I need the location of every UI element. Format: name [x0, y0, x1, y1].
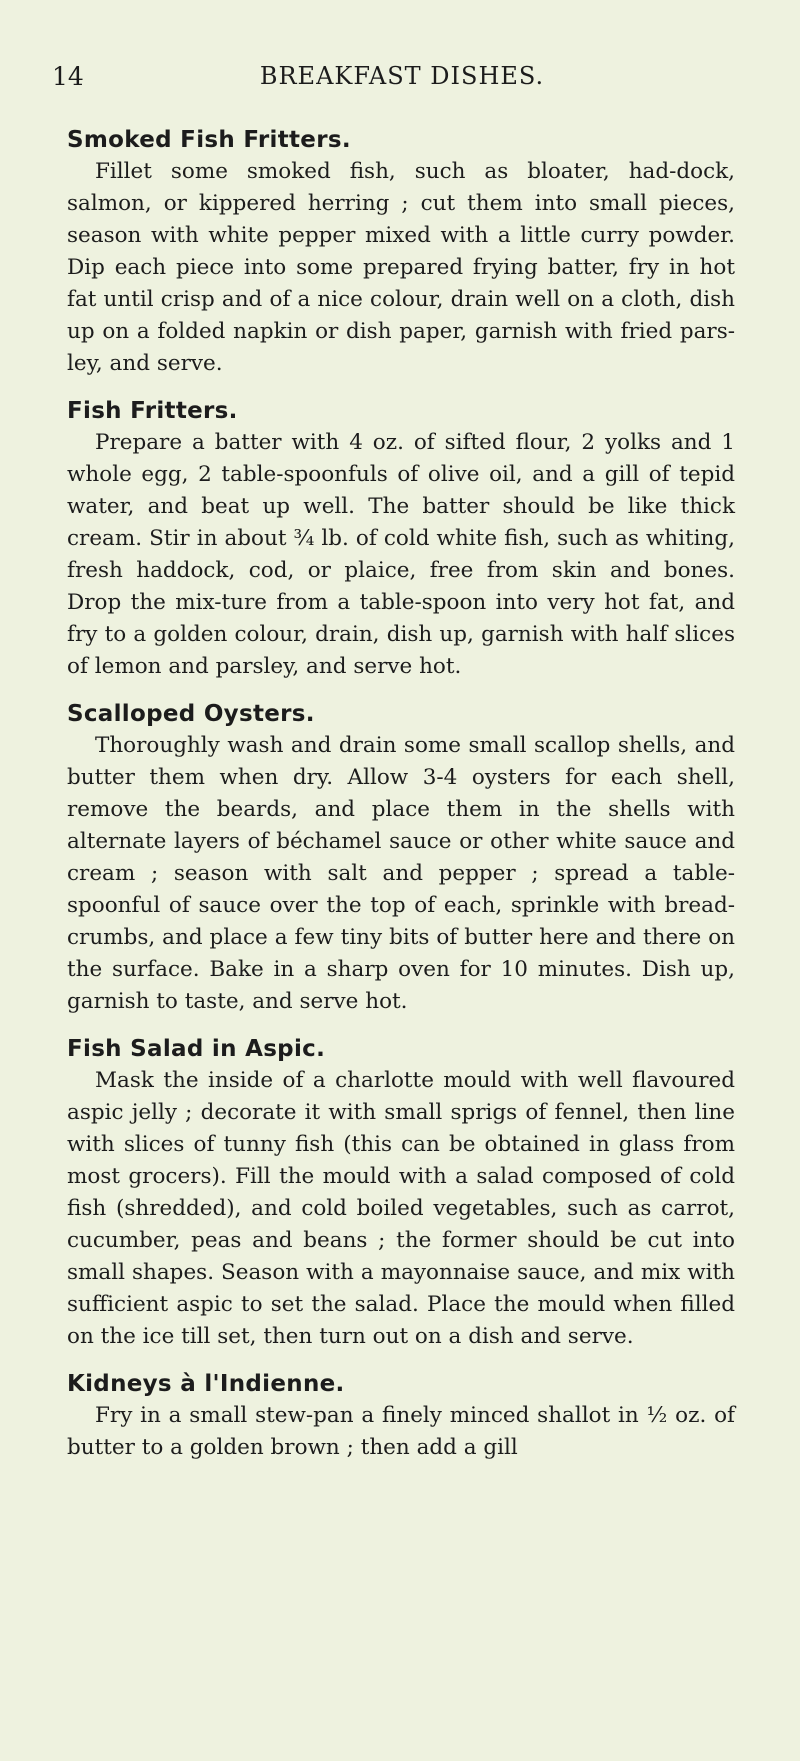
recipe-list	[67, 124, 735, 1479]
recipe-fish-salad-in-aspic	[67, 1033, 735, 1353]
recipe-fish-fritters	[67, 395, 735, 683]
recipe-smoked-fish-fritters	[67, 124, 735, 380]
running-head	[52, 62, 752, 94]
recipe-body: Prepare a batter with 4 oz. of sifted flour, 2 yolks and 1 whole egg, 2 table-spoonfuls of olive oil, and a gill of tepid water, and beat up well. The batter should be like thick cream. Stir in about ¾ lb. of cold white fish, such as whiting, fresh haddock, cod, or plaice, free from skin and bones. Drop the mix-ture from a table-spoon into very hot fat, and fry to a golden colour, drain, dish up, garnish with half slices of lemon and parsley, and serve hot.	[67, 430, 735, 679]
recipe-body: Fry in a small stew-pan a finely minced shallot in ½ oz. of butter to a golden brown ; then add a gill	[67, 1403, 735, 1460]
recipe-title: Fish Salad in Aspic.	[67, 1036, 326, 1062]
recipe-title: Fish Fritters.	[67, 398, 238, 424]
recipe-kidneys-a-lindienne	[67, 1368, 735, 1464]
recipe-title: Scalloped Oysters.	[67, 701, 315, 727]
recipe-title: Kidneys à l'Indienne.	[67, 1371, 345, 1397]
page-number: 14	[52, 62, 84, 91]
recipe-body: Thoroughly wash and drain some small scallop shells, and butter them when dry. Allow 3-4 oysters for each shell, remove the beards, and place them in the shells with alternate layers of béchamel sauce or other white sauce and cream ; season with salt and pepper ; spread a table-spoonful of sauce over the top of each, sprinkle with bread-crumbs, and place a few tiny bits of butter here and there on the surface. Bake in a sharp oven for 10 minutes. Dish up, garnish to taste, and serve hot.	[67, 733, 735, 1014]
recipe-scalloped-oysters	[67, 698, 735, 1018]
recipe-body: Fillet some smoked fish, such as bloater, had-dock, salmon, or kippered herring ; cut them into small pieces, season with white pepper mixed with a little curry powder. Dip each piece into some prepared frying batter, fry in hot fat until crisp and of a nice colour, drain well on a cloth, dish up on a folded napkin or dish paper, garnish with fried pars-ley, and serve.	[67, 159, 735, 376]
recipe-body: Mask the inside of a charlotte mould with well flavoured aspic jelly ; decorate it with small sprigs of fennel, then line with slices of tunny fish (this can be obtained in glass from most grocers). Fill the mould with a salad composed of cold fish (shredded), and cold boiled vegetables, such as carrot, cucumber, peas and beans ; the former should be cut into small shapes. Season with a mayonnaise sauce, and mix with sufficient aspic to set the salad. Place the mould when filled on the ice till set, then turn out on a dish and serve.	[67, 1068, 735, 1349]
section-title: BREAKFAST DISHES.	[259, 62, 545, 90]
recipe-title: Smoked Fish Fritters.	[67, 127, 351, 153]
